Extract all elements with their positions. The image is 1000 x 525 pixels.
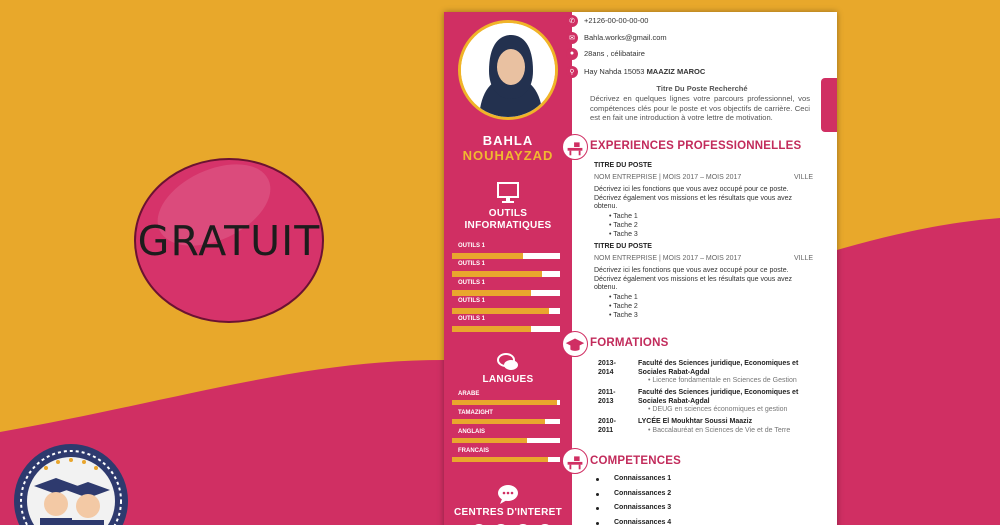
job-title: TITRE DU POSTE bbox=[594, 243, 652, 250]
language-level-fill bbox=[452, 419, 545, 424]
job-title: TITRE DU POSTE bbox=[594, 162, 652, 169]
tool-level-fill bbox=[452, 271, 542, 277]
phone-text: +2126-00-00-00-00 bbox=[584, 16, 649, 25]
contact-phone bbox=[566, 14, 648, 27]
person-icon: ● bbox=[566, 48, 578, 60]
intro-title: Titre Du Poste Recherché bbox=[656, 84, 748, 93]
desk-icon bbox=[562, 134, 588, 160]
graduate-medal-icon bbox=[12, 442, 130, 525]
tool-label: OUTILS 1 bbox=[458, 261, 486, 268]
cv-sheet bbox=[444, 12, 837, 525]
bullet-icon: • bbox=[609, 231, 614, 238]
contact-age bbox=[566, 47, 645, 60]
job-task bbox=[609, 222, 638, 229]
tool-level-bar bbox=[452, 271, 560, 277]
tool-level-fill bbox=[452, 308, 549, 314]
tool-label: OUTILS 1 bbox=[458, 316, 486, 323]
language-level-bar bbox=[452, 438, 560, 443]
job-task-text: Tache 3 bbox=[613, 312, 638, 319]
contact-email bbox=[566, 31, 667, 44]
formation-year-end: 2014 bbox=[598, 368, 614, 376]
formation-year-end: 2013 bbox=[598, 397, 614, 405]
job-task bbox=[609, 213, 638, 220]
job-task-text: Tache 1 bbox=[613, 213, 638, 220]
chat-bubbles-icon bbox=[496, 352, 520, 374]
language-label: TAMAZIGHT bbox=[458, 410, 493, 416]
email-text: Bahla.works@gmail.com bbox=[584, 33, 667, 42]
competence-item: Connaissances 4 bbox=[614, 518, 672, 525]
language-level-fill bbox=[452, 400, 557, 405]
right-edge-tab bbox=[821, 78, 837, 132]
language-label: ANGLAIS bbox=[458, 429, 485, 435]
job-task-text: Tache 1 bbox=[613, 294, 638, 301]
language-level-bar bbox=[452, 457, 560, 462]
job-task bbox=[609, 231, 638, 238]
formation-school: LYCÉE El Moukhtar Soussi Maaziz bbox=[638, 418, 753, 425]
tools-title-line2: INFORMATIQUES bbox=[464, 220, 552, 231]
cv-sidebar bbox=[444, 12, 572, 525]
formation-years bbox=[598, 389, 626, 406]
language-label: FRANCAIS bbox=[458, 448, 489, 454]
tools-title-line1: OUTILS bbox=[488, 208, 528, 219]
job-task bbox=[609, 294, 638, 301]
bullet-icon: • bbox=[609, 222, 614, 229]
tool-level-bar bbox=[452, 326, 560, 332]
age-text: 28ans , célibataire bbox=[584, 49, 645, 58]
language-level-bar bbox=[452, 400, 560, 405]
job-city: VILLE bbox=[794, 174, 814, 181]
language-level-bar bbox=[452, 419, 560, 424]
monitor-icon bbox=[496, 182, 520, 204]
desk-icon bbox=[562, 448, 588, 474]
last-name: NOUHAYZAD bbox=[462, 148, 554, 163]
job-task-text: Tache 3 bbox=[613, 231, 638, 238]
bullet-icon bbox=[596, 507, 599, 510]
competences-title: COMPETENCES bbox=[590, 455, 682, 467]
person-avatar-icon bbox=[461, 23, 558, 120]
envelope-icon: ✉ bbox=[566, 32, 578, 44]
address-text: Hay Nahda 15053 MAAZIZ MAROC bbox=[584, 67, 706, 76]
bullet-icon bbox=[596, 478, 599, 481]
phone-icon: ✆ bbox=[566, 15, 578, 27]
contact-address bbox=[566, 65, 705, 78]
language-label: ARABE bbox=[458, 391, 480, 397]
tool-level-bar bbox=[452, 308, 560, 314]
tool-label: OUTILS 1 bbox=[458, 243, 486, 249]
gratuit-badge bbox=[134, 158, 324, 323]
competence-item: Connaissances 2 bbox=[614, 489, 672, 497]
formation-degree: • DEUG en sciences économiques et gestion bbox=[648, 406, 788, 413]
formation-year-start: 2013- bbox=[598, 360, 616, 367]
job-description: Décrivez ici les fonctions que vous avez occupé pour ce poste. Décrivez également vos missions et les résultats que vous avez obtenu. bbox=[594, 267, 793, 291]
bullet-icon bbox=[596, 493, 599, 496]
tool-level-bar bbox=[452, 290, 560, 296]
formation-year-start: 2011- bbox=[598, 389, 616, 396]
languages-title: LANGUES bbox=[482, 374, 534, 385]
tool-level-fill bbox=[452, 290, 531, 296]
job-task-text: Tache 2 bbox=[613, 222, 638, 229]
first-name: BAHLA bbox=[482, 133, 534, 148]
experiences-title: EXPERIENCES PROFESSIONNELLES bbox=[590, 140, 802, 152]
intro-body: Décrivez en quelques lignes votre parcours professionnel, vos compétences clés pour le poste et vos objectifs de carrière. Ceci est en fait une introduction à votre lettre de motivation. bbox=[590, 94, 810, 122]
location-pin-icon: ⚲ bbox=[566, 66, 578, 78]
tool-level-fill bbox=[452, 326, 531, 332]
language-level-fill bbox=[452, 457, 548, 462]
job-task-text: Tache 2 bbox=[613, 303, 638, 310]
job-meta: NOM ENTREPRISE | MOIS 2017 – MOIS 2017 bbox=[594, 255, 742, 262]
job-task bbox=[609, 303, 638, 310]
bullet-icon: • bbox=[609, 303, 614, 310]
job-meta: NOM ENTREPRISE | MOIS 2017 – MOIS 2017 bbox=[594, 174, 742, 181]
job-task bbox=[609, 312, 638, 319]
bullet-icon: • bbox=[609, 213, 614, 220]
formation-degree: • Licence fondamentale en Sciences de Gestion bbox=[648, 377, 797, 384]
tool-label: OUTILS 1 bbox=[458, 297, 486, 304]
job-description: Décrivez ici les fonctions que vous avez occupé pour ce poste. Décrivez également vos missions et les résultats que vous avez obtenu. bbox=[594, 186, 793, 210]
bullet-icon bbox=[596, 522, 599, 525]
tool-label: OUTILS 1 bbox=[458, 279, 486, 286]
formation-degree: • Baccalauréat en Sciences de Vie et de Terre bbox=[648, 427, 791, 434]
formation-year-end: 2011 bbox=[598, 426, 614, 434]
interests-title: CENTRES D'INTERET bbox=[453, 507, 563, 518]
competence-item: Connaissances 3 bbox=[614, 504, 672, 511]
tool-level-bar bbox=[452, 253, 560, 259]
bullet-icon: • bbox=[609, 294, 614, 301]
badge-text: GRATUIT bbox=[137, 216, 321, 265]
formation-year-start: 2010- bbox=[598, 418, 616, 425]
formation-years bbox=[598, 360, 626, 377]
job-city: VILLE bbox=[794, 255, 814, 262]
formations-title: FORMATIONS bbox=[590, 337, 669, 349]
graduation-cap-icon bbox=[562, 331, 588, 357]
tool-level-fill bbox=[452, 253, 523, 259]
formation-school: Faculté des Sciences juridique, Economiques et Sociales Rabat-Agdal bbox=[638, 360, 799, 376]
formation-school: Faculté des Sciences juridique, Economiques et Sociales Rabat-Agdal bbox=[638, 389, 799, 405]
competence-item: Connaissances 1 bbox=[614, 475, 672, 482]
profile-photo bbox=[458, 20, 558, 120]
bullet-icon: • bbox=[609, 312, 614, 319]
language-level-fill bbox=[452, 438, 527, 443]
speech-bubble-icon bbox=[496, 483, 520, 505]
formation-years bbox=[598, 418, 626, 435]
